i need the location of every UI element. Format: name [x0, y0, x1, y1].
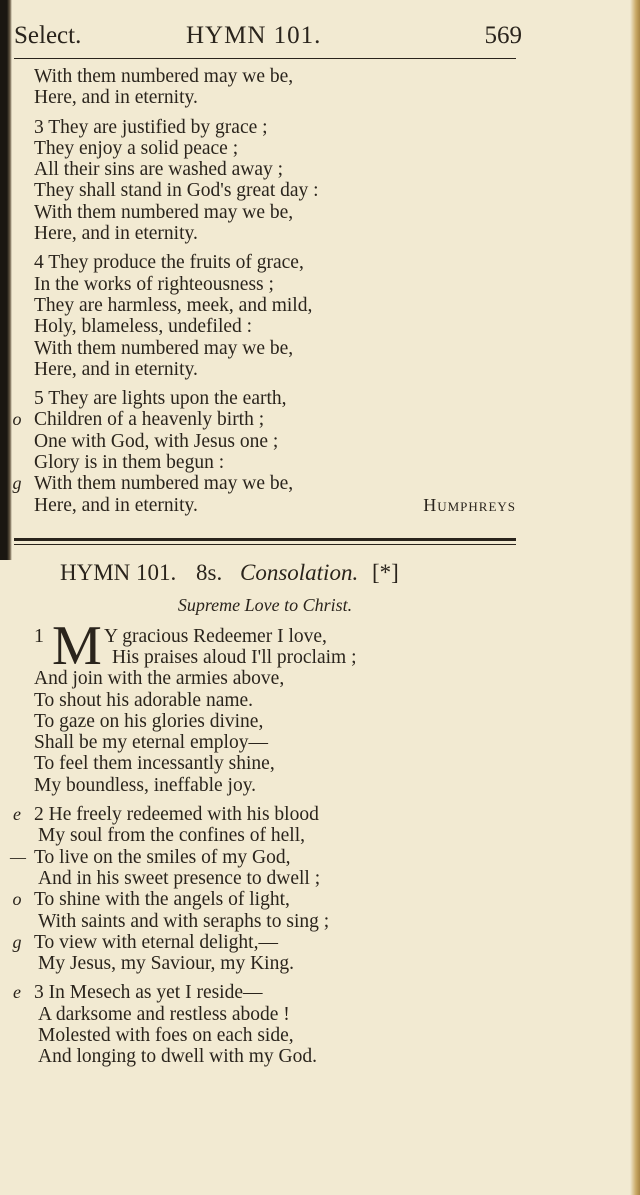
verse-text: With them numbered may we be, — [34, 66, 294, 87]
verse-line — [34, 668, 514, 689]
verse-line — [34, 953, 514, 974]
verse-text: To view with eternal delight,— — [34, 931, 278, 953]
hymn-number: HYMN 101. — [60, 560, 177, 585]
page-number: 569 — [484, 22, 522, 49]
verse-text: Holy, blameless, undefiled : — [34, 316, 253, 338]
verse-line — [34, 431, 514, 452]
running-header — [14, 22, 522, 56]
verse-line — [12, 889, 514, 911]
dynamic-mark: g — [12, 473, 22, 494]
dynamic-mark: g — [12, 931, 22, 952]
verse-text: My boundless, ineffable joy. — [34, 774, 257, 796]
verse-line — [34, 338, 514, 359]
verse-text: To feel them incessantly shine, — [34, 753, 275, 775]
verse-text: 3 They are justified by grace ; — [34, 116, 268, 138]
verse-text: One with God, with Jesus one ; — [34, 430, 279, 452]
verse-line — [34, 775, 514, 796]
header-rule — [14, 58, 516, 59]
verse-line — [13, 804, 514, 826]
verse-line — [34, 753, 514, 774]
verse-line — [34, 1046, 514, 1067]
verse-text: Shall be my eternal employ— — [34, 732, 268, 754]
verse-text: My Jesus, my Saviour, my King. — [38, 953, 294, 975]
verse-line — [34, 87, 514, 108]
verse-text: Here, and in eternity. — [34, 223, 198, 245]
verse-line — [34, 690, 514, 711]
verse-text: And join with the armies above, — [34, 668, 285, 690]
verse-line — [12, 931, 514, 953]
verse-text: To live on the smiles of my God, — [34, 846, 291, 868]
verse-text: 2 He freely redeemed with his blood — [34, 804, 319, 826]
running-title: HYMN 101. — [186, 22, 322, 49]
verse-line — [34, 295, 514, 316]
verse-line — [34, 868, 514, 889]
author-credit: Humphreys — [423, 494, 516, 515]
verse-line — [34, 1025, 514, 1046]
stanza-gap — [34, 244, 514, 252]
dynamic-mark: e — [13, 804, 21, 825]
verse-text: Here, and in eternity. — [34, 87, 198, 109]
drop-cap: M — [52, 615, 102, 677]
verse-text: With saints and with seraphs to sing ; — [38, 910, 330, 932]
hymn-title: Consolation. — [239, 560, 359, 585]
verse-text: In the works of righteousness ; — [34, 273, 274, 295]
dynamic-mark: o — [12, 889, 22, 910]
section-label: Select. — [14, 22, 82, 49]
verse-line — [34, 316, 514, 337]
hymn-meter: 8s. — [196, 560, 223, 585]
page-edge — [630, 0, 640, 1195]
stanza-gap — [34, 974, 514, 982]
dynamic-mark: e — [13, 982, 21, 1003]
verse-line — [34, 1004, 514, 1025]
verse-line — [34, 180, 514, 201]
verse-text: To gaze on his glories divine, — [34, 710, 264, 732]
verse-line — [12, 409, 514, 431]
verse-line — [34, 732, 514, 753]
verse-line — [34, 159, 514, 180]
verse-line — [34, 495, 514, 516]
verse-line — [34, 825, 514, 846]
previous-hymn-text — [12, 66, 516, 516]
verse-line — [34, 647, 514, 668]
verse-text: Glory is in them begun : — [34, 452, 225, 474]
dynamic-mark: o — [12, 409, 22, 430]
verse-text: Children of a heavenly birth ; — [34, 409, 265, 431]
verse-line — [34, 117, 514, 138]
verse-line — [34, 274, 514, 295]
verse-line — [10, 846, 514, 868]
verse-line — [34, 711, 514, 732]
section-rule-thin — [14, 544, 516, 545]
verse-text: 5 They are lights upon the earth, — [34, 388, 287, 410]
stanza-gap — [34, 380, 514, 388]
verse-text: Here, and in eternity. — [34, 494, 198, 516]
verse-text: With them numbered may we be, — [34, 201, 294, 223]
verse-text: With them numbered may we be, — [34, 337, 294, 359]
verse-text: My soul from the confines of hell, — [38, 825, 305, 847]
verse-line — [34, 911, 514, 932]
hymn-bracket: [*] — [371, 560, 399, 585]
verse-line — [34, 66, 514, 87]
verse-text: To shout his adorable name. — [34, 689, 254, 711]
verse-text: And longing to dwell with my God. — [38, 1046, 317, 1068]
section-rule-thick — [14, 538, 516, 541]
verse-text: All their sins are washed away ; — [34, 159, 284, 181]
verse-line — [13, 982, 514, 1004]
verse-text: 4 They produce the fruits of grace, — [34, 252, 304, 274]
dynamic-mark: — — [10, 846, 27, 867]
verse-text: Molested with foes on each side, — [38, 1025, 294, 1047]
verse-line: Y gracious Redeemer I love, — [104, 626, 327, 647]
verse-text: To shine with the angels of light, — [34, 889, 290, 911]
verse-line — [34, 252, 514, 273]
verse-text: They shall stand in God's great day : — [34, 180, 319, 202]
stanza-gap — [34, 109, 514, 117]
verse-text: Here, and in eternity. — [34, 358, 198, 380]
hymn-heading — [60, 560, 520, 586]
verse-line — [34, 388, 514, 409]
verse-line — [34, 202, 514, 223]
verse-line — [34, 138, 514, 159]
verse-line — [12, 473, 514, 495]
verse-text: 3 In Mesech as yet I reside— — [34, 982, 263, 1004]
verse-text: They enjoy a solid peace ; — [34, 137, 239, 159]
verse-text: A darksome and restless abode ! — [38, 1003, 290, 1025]
verse-text: And in his sweet presence to dwell ; — [38, 867, 321, 889]
verse-line — [34, 452, 514, 473]
hymn-first-line — [104, 626, 504, 647]
verse-text: His praises aloud I'll proclaim ; — [112, 647, 357, 668]
verse-line — [34, 359, 514, 380]
verse-text: They are harmless, meek, and mild, — [34, 294, 313, 316]
stanza-gap — [34, 796, 514, 804]
hymn-text — [10, 647, 514, 1068]
hymn-subtitle: Supreme Love to Christ. — [177, 595, 353, 615]
verse-text: With them numbered may we be, — [34, 473, 294, 495]
stanza-number: 1 — [34, 625, 44, 647]
verse-line — [34, 223, 514, 244]
